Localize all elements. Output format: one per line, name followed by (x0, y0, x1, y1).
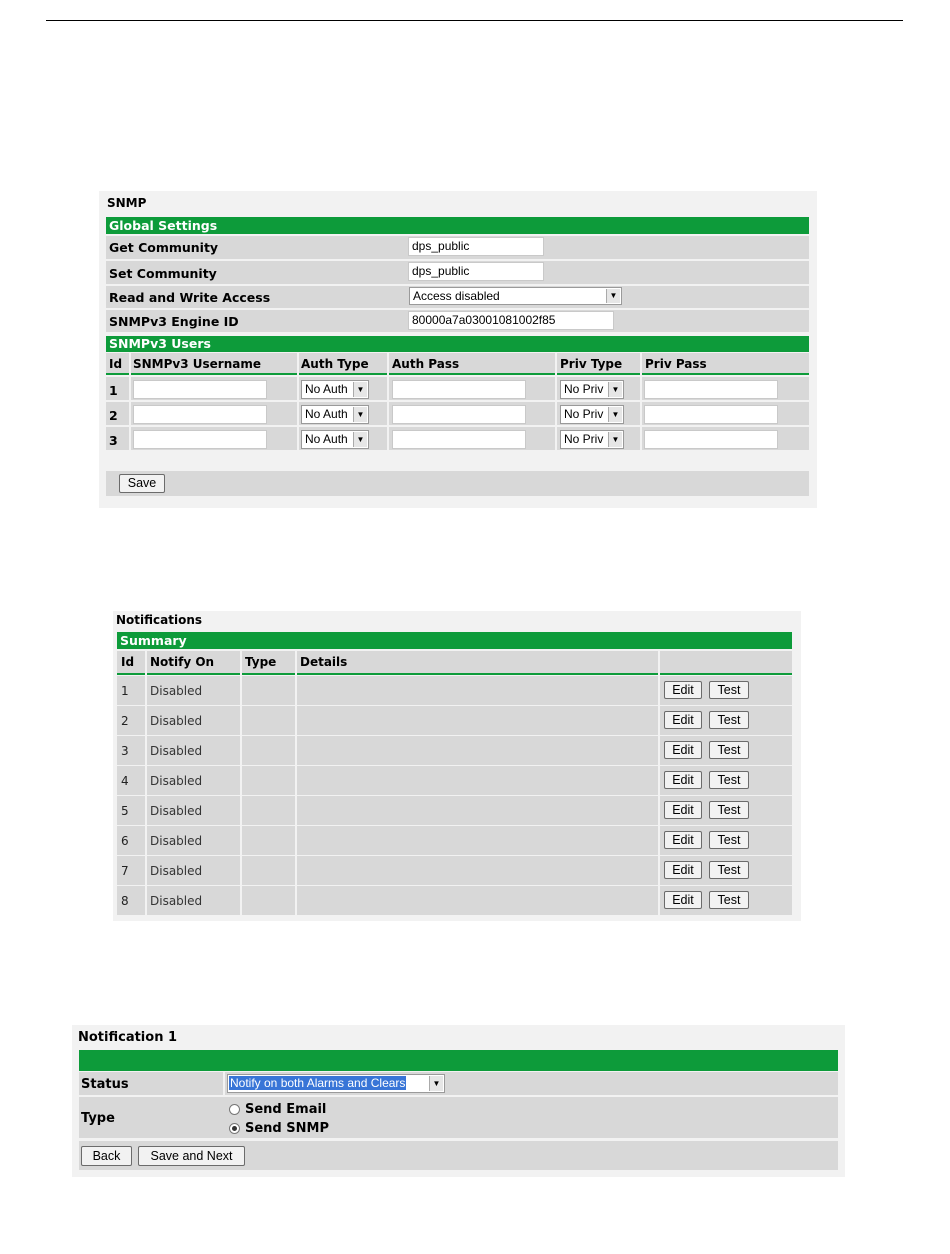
col-id: Id (109, 357, 123, 371)
notification-notify-on: Disabled (150, 864, 203, 878)
snmp-title: SNMP (107, 196, 147, 210)
user-auth-type-value: No Auth (305, 432, 348, 446)
rw-access-select[interactable] (409, 287, 622, 305)
test-button[interactable]: Test (709, 711, 749, 729)
users-header-underline (106, 373, 809, 375)
chevron-down-icon: ▼ (606, 289, 620, 303)
col-id: Id (121, 655, 135, 669)
column-divider (555, 353, 557, 451)
edit-button[interactable]: Edit (664, 861, 702, 879)
notification-id: 5 (121, 804, 129, 818)
notification-1-title: Notification 1 (78, 1030, 178, 1045)
edit-button[interactable]: Edit (664, 801, 702, 819)
user-auth-type-select[interactable] (301, 380, 369, 399)
notifications-column-header-row (117, 651, 792, 673)
column-divider (640, 353, 642, 451)
status-row (79, 1072, 838, 1095)
type-row (79, 1097, 838, 1138)
set-community-label: Set Community (109, 266, 217, 281)
user-auth-type-value: No Auth (305, 407, 348, 421)
notification-notify-on: Disabled (150, 804, 203, 818)
notifications-title: Notifications (116, 613, 203, 627)
engine-id-label: SNMPv3 Engine ID (109, 314, 239, 329)
set-community-input[interactable]: dps_public (408, 262, 544, 281)
send-email-radio[interactable] (229, 1104, 240, 1115)
edit-button[interactable]: Edit (664, 771, 702, 789)
user-auth-type-select[interactable] (301, 430, 369, 449)
notification-notify-on: Disabled (150, 714, 203, 728)
column-divider (387, 353, 389, 451)
notification-id: 6 (121, 834, 129, 848)
snmpv3-users-header: SNMPv3 Users (106, 336, 809, 352)
save-row (106, 471, 809, 496)
col-details: Details (300, 655, 348, 669)
chevron-down-icon: ▼ (353, 407, 367, 422)
page-top-rule (46, 20, 903, 21)
chevron-down-icon: ▼ (608, 382, 622, 397)
test-button[interactable]: Test (709, 741, 749, 759)
snmp-panel (99, 191, 817, 508)
engine-id-input[interactable]: 80000a7a03001081002f85 (408, 311, 614, 330)
col-auth-type: Auth Type (301, 357, 369, 371)
col-auth-pass: Auth Pass (392, 357, 460, 371)
user-priv-pass-input[interactable] (644, 430, 778, 449)
test-button[interactable]: Test (709, 771, 749, 789)
chevron-down-icon: ▼ (429, 1076, 443, 1091)
notifications-panel (113, 611, 801, 921)
notification-notify-on: Disabled (150, 744, 203, 758)
column-divider (145, 651, 147, 917)
notification-notify-on: Disabled (150, 894, 203, 908)
chevron-down-icon: ▼ (608, 407, 622, 422)
rw-access-label: Read and Write Access (109, 290, 271, 305)
col-type: Type (245, 655, 277, 669)
column-divider (129, 353, 131, 451)
test-button[interactable]: Test (709, 681, 749, 699)
send-snmp-radio[interactable] (229, 1123, 240, 1134)
column-divider (240, 651, 242, 917)
edit-button[interactable]: Edit (664, 741, 702, 759)
notification-id: 8 (121, 894, 129, 908)
user-username-input[interactable] (133, 380, 267, 399)
user-id: 1 (109, 383, 118, 398)
chevron-down-icon: ▼ (608, 432, 622, 447)
user-auth-type-select[interactable] (301, 405, 369, 424)
test-button[interactable]: Test (709, 891, 749, 909)
edit-button[interactable]: Edit (664, 831, 702, 849)
chevron-down-icon: ▼ (353, 382, 367, 397)
notification-id: 4 (121, 774, 129, 788)
col-priv-pass: Priv Pass (645, 357, 707, 371)
column-divider (297, 353, 299, 451)
back-button[interactable]: Back (81, 1146, 132, 1166)
status-select[interactable] (227, 1074, 445, 1093)
notification-notify-on: Disabled (150, 834, 203, 848)
status-value: Notify on both Alarms and Clears (230, 1076, 406, 1090)
send-snmp-label: Send SNMP (245, 1121, 329, 1136)
send-email-label: Send Email (245, 1102, 327, 1117)
user-priv-pass-input[interactable] (644, 380, 778, 399)
user-auth-type-value: No Auth (305, 382, 348, 396)
summary-header: Summary (117, 632, 792, 649)
edit-button[interactable]: Edit (664, 711, 702, 729)
column-divider (658, 651, 660, 917)
user-id: 3 (109, 433, 118, 448)
chevron-down-icon: ▼ (353, 432, 367, 447)
notification-notify-on: Disabled (150, 684, 203, 698)
notification-1-panel (72, 1025, 845, 1177)
user-priv-pass-input[interactable] (644, 405, 778, 424)
status-label: Status (81, 1077, 129, 1092)
notification-id: 7 (121, 864, 129, 878)
test-button[interactable]: Test (709, 831, 749, 849)
type-label: Type (81, 1111, 115, 1126)
notification-id: 1 (121, 684, 129, 698)
edit-button[interactable]: Edit (664, 891, 702, 909)
col-username: SNMPv3 Username (133, 357, 261, 371)
notifications-header-underline (117, 673, 792, 675)
user-username-input[interactable] (133, 405, 267, 424)
test-button[interactable]: Test (709, 801, 749, 819)
user-auth-pass-input[interactable] (392, 430, 526, 449)
user-priv-type-value: No Priv (564, 382, 604, 396)
test-button[interactable]: Test (709, 861, 749, 879)
notification-notify-on: Disabled (150, 774, 203, 788)
user-priv-type-value: No Priv (564, 407, 604, 421)
user-priv-type-select[interactable] (560, 380, 624, 399)
save-button[interactable]: Save (119, 474, 165, 493)
user-auth-pass-input[interactable] (392, 380, 526, 399)
col-priv-type: Priv Type (560, 357, 623, 371)
col-notify-on: Notify On (150, 655, 215, 669)
notification-1-header (79, 1050, 838, 1071)
rw-access-value: Access disabled (413, 289, 500, 303)
column-divider (295, 651, 297, 917)
user-username-input[interactable] (133, 430, 267, 449)
user-id: 2 (109, 408, 118, 423)
user-priv-type-select[interactable] (560, 430, 624, 449)
edit-button[interactable]: Edit (664, 681, 702, 699)
get-community-input[interactable]: dps_public (408, 237, 544, 256)
save-and-next-button[interactable]: Save and Next (138, 1146, 245, 1166)
user-priv-type-select[interactable] (560, 405, 624, 424)
user-priv-type-value: No Priv (564, 432, 604, 446)
user-auth-pass-input[interactable] (392, 405, 526, 424)
notification-id: 2 (121, 714, 129, 728)
get-community-label: Get Community (109, 240, 219, 255)
global-settings-header: Global Settings (106, 217, 809, 234)
notification-id: 3 (121, 744, 129, 758)
